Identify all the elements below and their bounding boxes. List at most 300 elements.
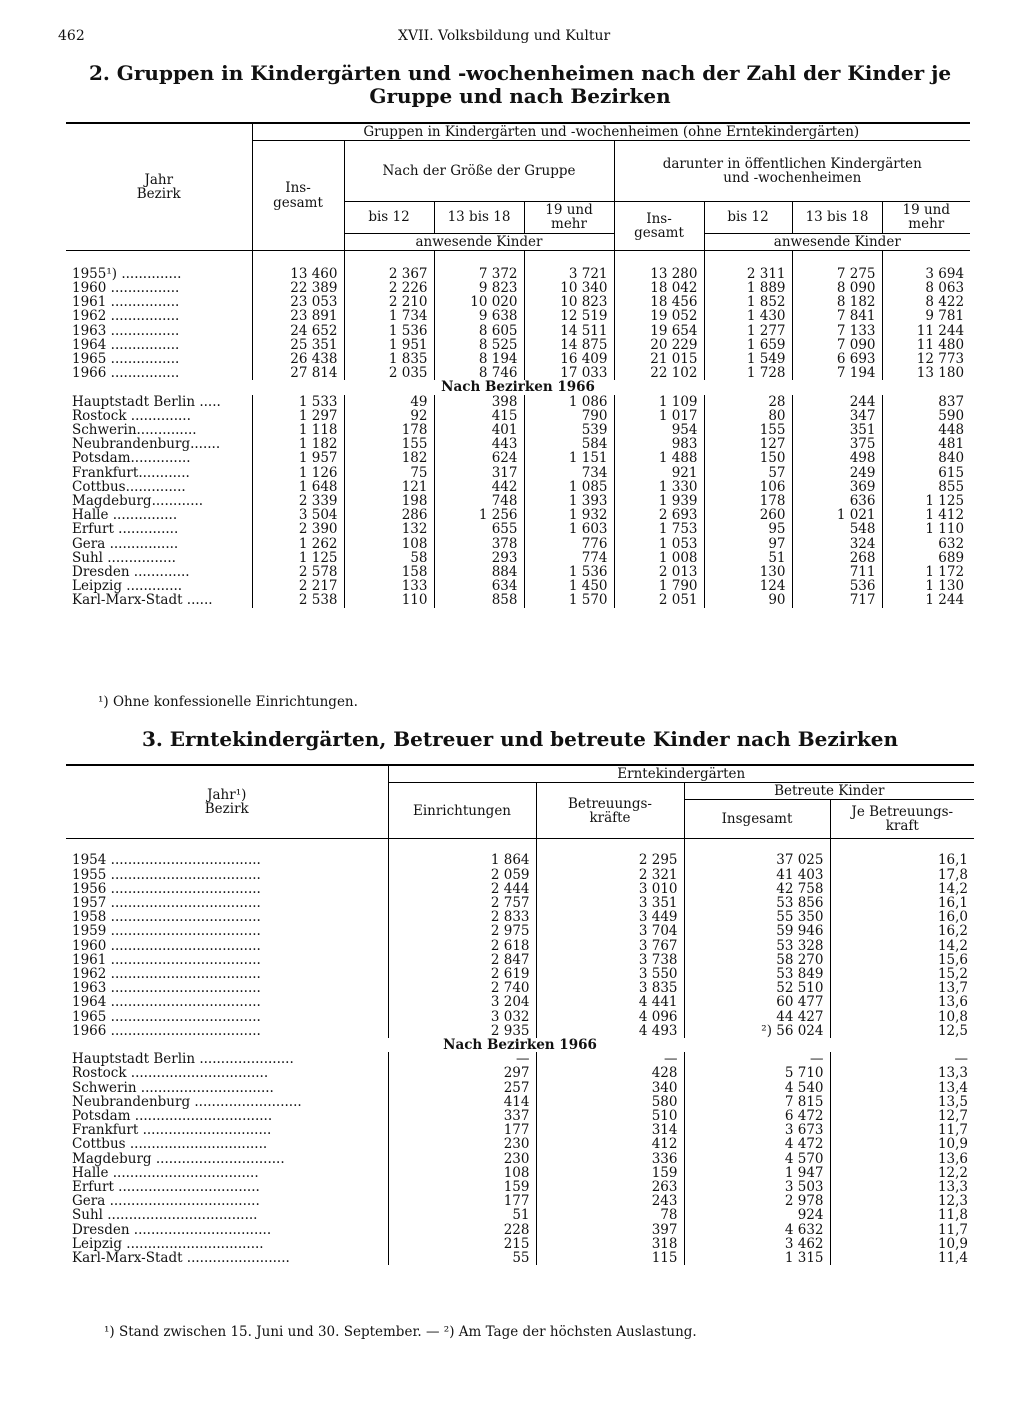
table-cell: 3 721 (524, 250, 614, 281)
table2-public-bis12-header: bis 12 (704, 202, 792, 233)
table-cell: 1 017 (614, 409, 704, 423)
row-label: Suhl ................ (72, 550, 176, 566)
table-cell: 1 151 (524, 451, 614, 465)
row-label: Rostock ................................ (72, 1066, 269, 1081)
table-cell: 51 (388, 1208, 536, 1222)
table-cell: 7 194 (792, 366, 882, 380)
table-row (66, 1052, 974, 1066)
table-cell: 228 (388, 1223, 536, 1237)
table-cell: 2 693 (614, 508, 704, 522)
table3-insgesamt-header: Insgesamt (684, 800, 830, 839)
table-cell: 369 (792, 480, 882, 494)
row-label: Erfurt .............. (72, 522, 179, 537)
table-cell: 7 372 (434, 250, 524, 281)
table-cell: 1 125 (252, 551, 344, 565)
table-cell: 548 (792, 522, 882, 536)
table-cell: 1 536 (524, 565, 614, 579)
row-label: 1960 ................ (72, 281, 180, 296)
table-row (66, 437, 970, 451)
table-cell: 634 (434, 579, 524, 593)
table-cell: 230 (388, 1152, 536, 1166)
table-cell: 3 504 (252, 508, 344, 522)
table-cell: 178 (704, 494, 792, 508)
table-cell: 748 (434, 494, 524, 508)
table-cell: 97 (704, 537, 792, 551)
table-cell: 8 182 (792, 295, 882, 309)
table-cell: 24 652 (252, 324, 344, 338)
table-cell: 3 673 (684, 1123, 830, 1137)
table2-public-present-header: anwesende Kinder (704, 233, 970, 250)
row-label: 1966 ................ (72, 366, 180, 381)
table-cell: 1 533 (252, 395, 344, 409)
table-cell: 3 503 (684, 1180, 830, 1194)
table-cell: 1 412 (882, 508, 970, 522)
table-cell: 317 (434, 466, 524, 480)
table-row (66, 508, 970, 522)
table-cell: 1 315 (684, 1251, 830, 1265)
table-cell: 11,7 (830, 1223, 974, 1237)
table-cell: 412 (536, 1137, 684, 1151)
table3-district-heading: Nach Bezirken 1966 (443, 1037, 597, 1054)
table-cell: 2 339 (252, 494, 344, 508)
table-row (66, 551, 970, 565)
table-cell: 13,6 (830, 1152, 974, 1166)
table-cell: 23 891 (252, 309, 344, 323)
table-cell: 1 262 (252, 537, 344, 551)
table-cell: 121 (344, 480, 434, 494)
table-cell: 53 849 (684, 967, 830, 981)
row-label: 1965 ................ (72, 352, 180, 367)
table-cell: 6 693 (792, 352, 882, 366)
row-label: Magdeburg............ (72, 494, 204, 509)
table2-footnote: ¹) Ohne konfessionelle Einrichtungen. (98, 694, 358, 710)
row-label: 1964 ................................... (72, 995, 261, 1010)
table-cell: — (830, 1052, 974, 1066)
table-cell: 92 (344, 409, 434, 423)
table-cell: 12,3 (830, 1194, 974, 1208)
table-cell: 636 (792, 494, 882, 508)
table-cell: 51 (704, 551, 792, 565)
table-row (66, 839, 974, 868)
table-cell: 481 (882, 437, 970, 451)
table-cell: 14,2 (830, 882, 974, 896)
row-label: Suhl ................................... (72, 1208, 258, 1223)
table-row (66, 423, 970, 437)
table-cell: 8 063 (882, 281, 970, 295)
table-cell: 16,1 (830, 896, 974, 910)
table-cell: 80 (704, 409, 792, 423)
table-cell: 1 172 (882, 565, 970, 579)
table-cell: 8 422 (882, 295, 970, 309)
table-row (66, 1095, 974, 1109)
table-cell: 1 182 (252, 437, 344, 451)
table-cell: 21 015 (614, 352, 704, 366)
table-cell: 1 053 (614, 537, 704, 551)
table-cell: 2 618 (388, 939, 536, 953)
row-label: 1956 ................................... (72, 881, 261, 897)
table-row (66, 939, 974, 953)
table-cell: 4 472 (684, 1137, 830, 1151)
table-cell: 37 025 (684, 839, 830, 868)
table-cell: 55 (388, 1251, 536, 1265)
table-cell: 11 244 (882, 324, 970, 338)
table-row (66, 1166, 974, 1180)
table2-group-header: Gruppen in Kindergärten und -wochenheimen (ohne Erntekindergärten) (252, 123, 970, 141)
row-label: Hauptstadt Berlin ..... (72, 394, 221, 409)
table-cell: 337 (388, 1109, 536, 1123)
table-cell: 401 (434, 423, 524, 437)
row-label: Potsdam ................................ (72, 1109, 273, 1124)
table-cell: 243 (536, 1194, 684, 1208)
row-label: Karl-Marx-Stadt ...... (72, 593, 213, 608)
table-cell: 198 (344, 494, 434, 508)
table-cell: — (388, 1052, 536, 1066)
table-cell: ²) 56 024 (684, 1024, 830, 1038)
table-cell: 25 351 (252, 338, 344, 352)
table-cell: 1 450 (524, 579, 614, 593)
table-cell: 106 (704, 480, 792, 494)
table-cell: 177 (388, 1194, 536, 1208)
table-row (66, 295, 970, 309)
table-cell: 590 (882, 409, 970, 423)
table-cell: 78 (536, 1208, 684, 1222)
table-cell: 536 (792, 579, 882, 593)
table-row (66, 1180, 974, 1194)
table-cell: 924 (684, 1208, 830, 1222)
table-cell: 158 (344, 565, 434, 579)
table-cell: 7 090 (792, 338, 882, 352)
table-cell: 10,9 (830, 1137, 974, 1151)
table-cell: 150 (704, 451, 792, 465)
table-cell: 11,7 (830, 1123, 974, 1137)
table-cell: 8 194 (434, 352, 524, 366)
table-cell: 3 351 (536, 896, 684, 910)
table-cell: 42 758 (684, 882, 830, 896)
table-cell: 1 256 (434, 508, 524, 522)
table-cell: 11,8 (830, 1208, 974, 1222)
row-label: Erfurt ................................. (72, 1180, 260, 1195)
table-row (66, 1123, 974, 1137)
table-row (66, 494, 970, 508)
table-row (66, 1081, 974, 1095)
table2-district-heading: Nach Bezirken 1966 (441, 379, 595, 396)
table-cell: 52 510 (684, 981, 830, 995)
running-head: XVII. Volksbildung und Kultur (398, 28, 611, 44)
table-cell: 1 488 (614, 451, 704, 465)
table-cell: 717 (792, 593, 882, 607)
table-cell: 776 (524, 537, 614, 551)
table-cell: 1 126 (252, 466, 344, 480)
table-cell: 58 270 (684, 953, 830, 967)
table-cell: 15,6 (830, 953, 974, 967)
table-cell: 2 978 (684, 1194, 830, 1208)
table-cell: — (684, 1052, 830, 1066)
table-cell: 1 753 (614, 522, 704, 536)
table-cell: 1 085 (524, 480, 614, 494)
table-cell: 615 (882, 466, 970, 480)
table-cell: 22 389 (252, 281, 344, 295)
table-cell: 3 204 (388, 995, 536, 1009)
table-cell: 2 226 (344, 281, 434, 295)
table3-einrichtungen-header: Einrichtungen (388, 783, 536, 839)
table-row (66, 967, 974, 981)
table-row (66, 593, 970, 607)
table2-title: 2. Gruppen in Kindergärten und -wochenheimen nach der Zahl der Kinder je Gruppe und nach Bezirken (88, 61, 952, 108)
row-label: Gera ................................... (72, 1194, 260, 1209)
table-cell: 1 021 (792, 508, 882, 522)
table-cell: 5 710 (684, 1066, 830, 1080)
row-label: Neubrandenburg....... (72, 437, 221, 452)
table-row (66, 250, 970, 281)
row-label: 1961 ................................... (72, 952, 261, 968)
table-row (66, 537, 970, 551)
table-cell: 13,3 (830, 1066, 974, 1080)
table-cell: 19 052 (614, 309, 704, 323)
table-cell: 1 889 (704, 281, 792, 295)
table-cell: 1 549 (704, 352, 792, 366)
table-cell: 921 (614, 466, 704, 480)
table-cell: 215 (388, 1237, 536, 1251)
table2-19-header: 19 und mehr (524, 202, 614, 233)
table-cell: 2 740 (388, 981, 536, 995)
table-cell: 1 109 (614, 395, 704, 409)
table-cell: 954 (614, 423, 704, 437)
table-cell: 12 773 (882, 352, 970, 366)
table-cell: 16,0 (830, 910, 974, 924)
table-cell: 133 (344, 579, 434, 593)
table-cell: 17 033 (524, 366, 614, 380)
table-cell: 340 (536, 1081, 684, 1095)
table-cell: 12,7 (830, 1109, 974, 1123)
table-cell: 2 321 (536, 868, 684, 882)
table-row (66, 565, 970, 579)
row-label: 1962 ................ (72, 309, 180, 324)
table-cell: 127 (704, 437, 792, 451)
table-cell: 398 (434, 395, 524, 409)
table-cell: 1 947 (684, 1166, 830, 1180)
table-cell: 18 456 (614, 295, 704, 309)
row-label: 1955¹) .............. (72, 265, 182, 282)
table-cell: 60 477 (684, 995, 830, 1009)
table2 (66, 122, 970, 608)
table-cell: 53 328 (684, 939, 830, 953)
table-cell: 1 659 (704, 338, 792, 352)
row-label: 1965 ................................... (72, 1009, 261, 1024)
table-cell: 3 738 (536, 953, 684, 967)
table-cell: 16 409 (524, 352, 614, 366)
table-cell: 108 (344, 537, 434, 551)
table2-insgesamt-header: Ins- gesamt (252, 141, 344, 251)
table-cell: 2 051 (614, 593, 704, 607)
table-cell: 286 (344, 508, 434, 522)
table-cell: 44 427 (684, 1010, 830, 1024)
row-label: Karl-Marx-Stadt ........................ (72, 1251, 290, 1266)
table-cell: 4 096 (536, 1010, 684, 1024)
table3 (66, 764, 974, 1265)
table-cell: 318 (536, 1237, 684, 1251)
table-cell: 115 (536, 1251, 684, 1265)
table-cell: 9 781 (882, 309, 970, 323)
table-row (66, 1223, 974, 1237)
table-cell: 1 932 (524, 508, 614, 522)
table-cell: 1 330 (614, 480, 704, 494)
table-row (66, 466, 970, 480)
row-label: Hauptstadt Berlin ...................... (72, 1052, 294, 1067)
table-cell: 10 020 (434, 295, 524, 309)
table-cell: 49 (344, 395, 434, 409)
table-cell: 2 538 (252, 593, 344, 607)
table-cell: 624 (434, 451, 524, 465)
table2-public-13-18-header: 13 bis 18 (792, 202, 882, 233)
table-cell: 293 (434, 551, 524, 565)
table-cell: 983 (614, 437, 704, 451)
table-cell: 11 480 (882, 338, 970, 352)
table-cell: 2 059 (388, 868, 536, 882)
table-cell: 428 (536, 1066, 684, 1080)
row-label: Dresden ................................ (72, 1222, 272, 1237)
table3-group-header: Erntekindergärten (388, 765, 974, 783)
table-cell: 2 578 (252, 565, 344, 579)
table-cell: 18 042 (614, 281, 704, 295)
table-row (66, 995, 974, 1009)
table-cell: 3 449 (536, 910, 684, 924)
table2-size-header: Nach der Größe der Gruppe (344, 141, 614, 202)
table-cell: 55 350 (684, 910, 830, 924)
table-cell: 27 814 (252, 366, 344, 380)
table-cell: 263 (536, 1180, 684, 1194)
table-cell: 10,8 (830, 1010, 974, 1024)
table-cell: 3 032 (388, 1010, 536, 1024)
table-cell: 3 704 (536, 924, 684, 938)
table-cell: 336 (536, 1152, 684, 1166)
table3-stub-header: Jahr¹) Bezirk (66, 765, 388, 839)
table-cell: 244 (792, 395, 882, 409)
row-label: Rostock .............. (72, 408, 191, 424)
table-cell: 268 (792, 551, 882, 565)
table-cell: 1 430 (704, 309, 792, 323)
table-row (66, 1251, 974, 1265)
table-cell: 378 (434, 537, 524, 551)
table-row (66, 522, 970, 536)
table-cell: 6 472 (684, 1109, 830, 1123)
table-cell: 314 (536, 1123, 684, 1137)
table-cell: 178 (344, 423, 434, 437)
table-cell: 10,9 (830, 1237, 974, 1251)
row-label: 1961 ................ (72, 295, 180, 310)
table-cell: 351 (792, 423, 882, 437)
table-cell: 632 (882, 537, 970, 551)
table-cell: 12,2 (830, 1166, 974, 1180)
row-label: 1955 ................................... (72, 867, 261, 882)
table-cell: 13 280 (614, 250, 704, 281)
table-cell: 124 (704, 579, 792, 593)
table-cell: 443 (434, 437, 524, 451)
row-label: 1963 ................................... (72, 981, 261, 996)
table-cell: 2 367 (344, 250, 434, 281)
table-cell: 2 390 (252, 522, 344, 536)
table-cell: 1 570 (524, 593, 614, 607)
table-cell: 539 (524, 423, 614, 437)
table-cell: 75 (344, 466, 434, 480)
table-row (66, 281, 970, 295)
table-cell: 4 540 (684, 1081, 830, 1095)
row-label: Schwerin.............. (72, 423, 197, 438)
table-cell: 3 550 (536, 967, 684, 981)
table-cell: 774 (524, 551, 614, 565)
table-cell: 4 570 (684, 1152, 830, 1166)
table-cell: 110 (344, 593, 434, 607)
table-cell: 1 603 (524, 522, 614, 536)
table-row (66, 338, 970, 352)
table-cell: 8 525 (434, 338, 524, 352)
table-cell: 3 767 (536, 939, 684, 953)
table-cell: 397 (536, 1223, 684, 1237)
table-cell: 689 (882, 551, 970, 565)
table-cell: 4 632 (684, 1223, 830, 1237)
table-cell: 14 511 (524, 324, 614, 338)
table-cell: 4 441 (536, 995, 684, 1009)
row-label: 1958 ................................... (72, 910, 261, 925)
table-row (66, 1152, 974, 1166)
table-cell: 58 (344, 551, 434, 565)
table-cell: 1 008 (614, 551, 704, 565)
table-row (66, 910, 974, 924)
table-cell: 12,5 (830, 1024, 974, 1038)
table2-public-header: darunter in öffentlichen Kindergärten und -wochenheimen (614, 141, 970, 202)
row-label: Gera ................ (72, 536, 179, 551)
table-cell: 230 (388, 1137, 536, 1151)
table-row (66, 352, 970, 366)
table-cell: 13,4 (830, 1081, 974, 1095)
table-cell: — (536, 1052, 684, 1066)
table-cell: 8 746 (434, 366, 524, 380)
table-cell: 59 946 (684, 924, 830, 938)
table-row (66, 1137, 974, 1151)
table-cell: 1 297 (252, 409, 344, 423)
row-label: Frankfurt .............................. (72, 1123, 272, 1138)
table-cell: 15,2 (830, 967, 974, 981)
table-row (66, 1010, 974, 1024)
row-label: Schwerin ............................... (72, 1080, 274, 1095)
page-header (58, 28, 984, 48)
table-cell: 1 536 (344, 324, 434, 338)
table-cell: 53 856 (684, 896, 830, 910)
table-row (66, 924, 974, 938)
table-cell: 177 (388, 1123, 536, 1137)
table-row (66, 1066, 974, 1080)
table-cell: 580 (536, 1095, 684, 1109)
table-row (66, 409, 970, 423)
row-label: Halle .................................. (72, 1165, 259, 1181)
row-label: Potsdam.............. (72, 451, 191, 466)
row-label: Leipzig ................................ (72, 1236, 264, 1252)
table-cell: 1 110 (882, 522, 970, 536)
table-cell: 159 (388, 1180, 536, 1194)
table3-title: 3. Erntekindergärten, Betreuer und betreute Kinder nach Bezirken (141, 727, 899, 751)
table-cell: 2 757 (388, 896, 536, 910)
table-cell: 2 619 (388, 967, 536, 981)
table-cell: 347 (792, 409, 882, 423)
table-cell: 510 (536, 1109, 684, 1123)
row-label: 1954 ................................... (72, 852, 261, 868)
table-cell: 8 090 (792, 281, 882, 295)
table-cell: 130 (704, 565, 792, 579)
table-row (66, 868, 974, 882)
table-cell: 3 835 (536, 981, 684, 995)
table-cell: 1 728 (704, 366, 792, 380)
table2-present-header: anwesende Kinder (344, 233, 614, 250)
table-cell: 3 462 (684, 1237, 830, 1251)
